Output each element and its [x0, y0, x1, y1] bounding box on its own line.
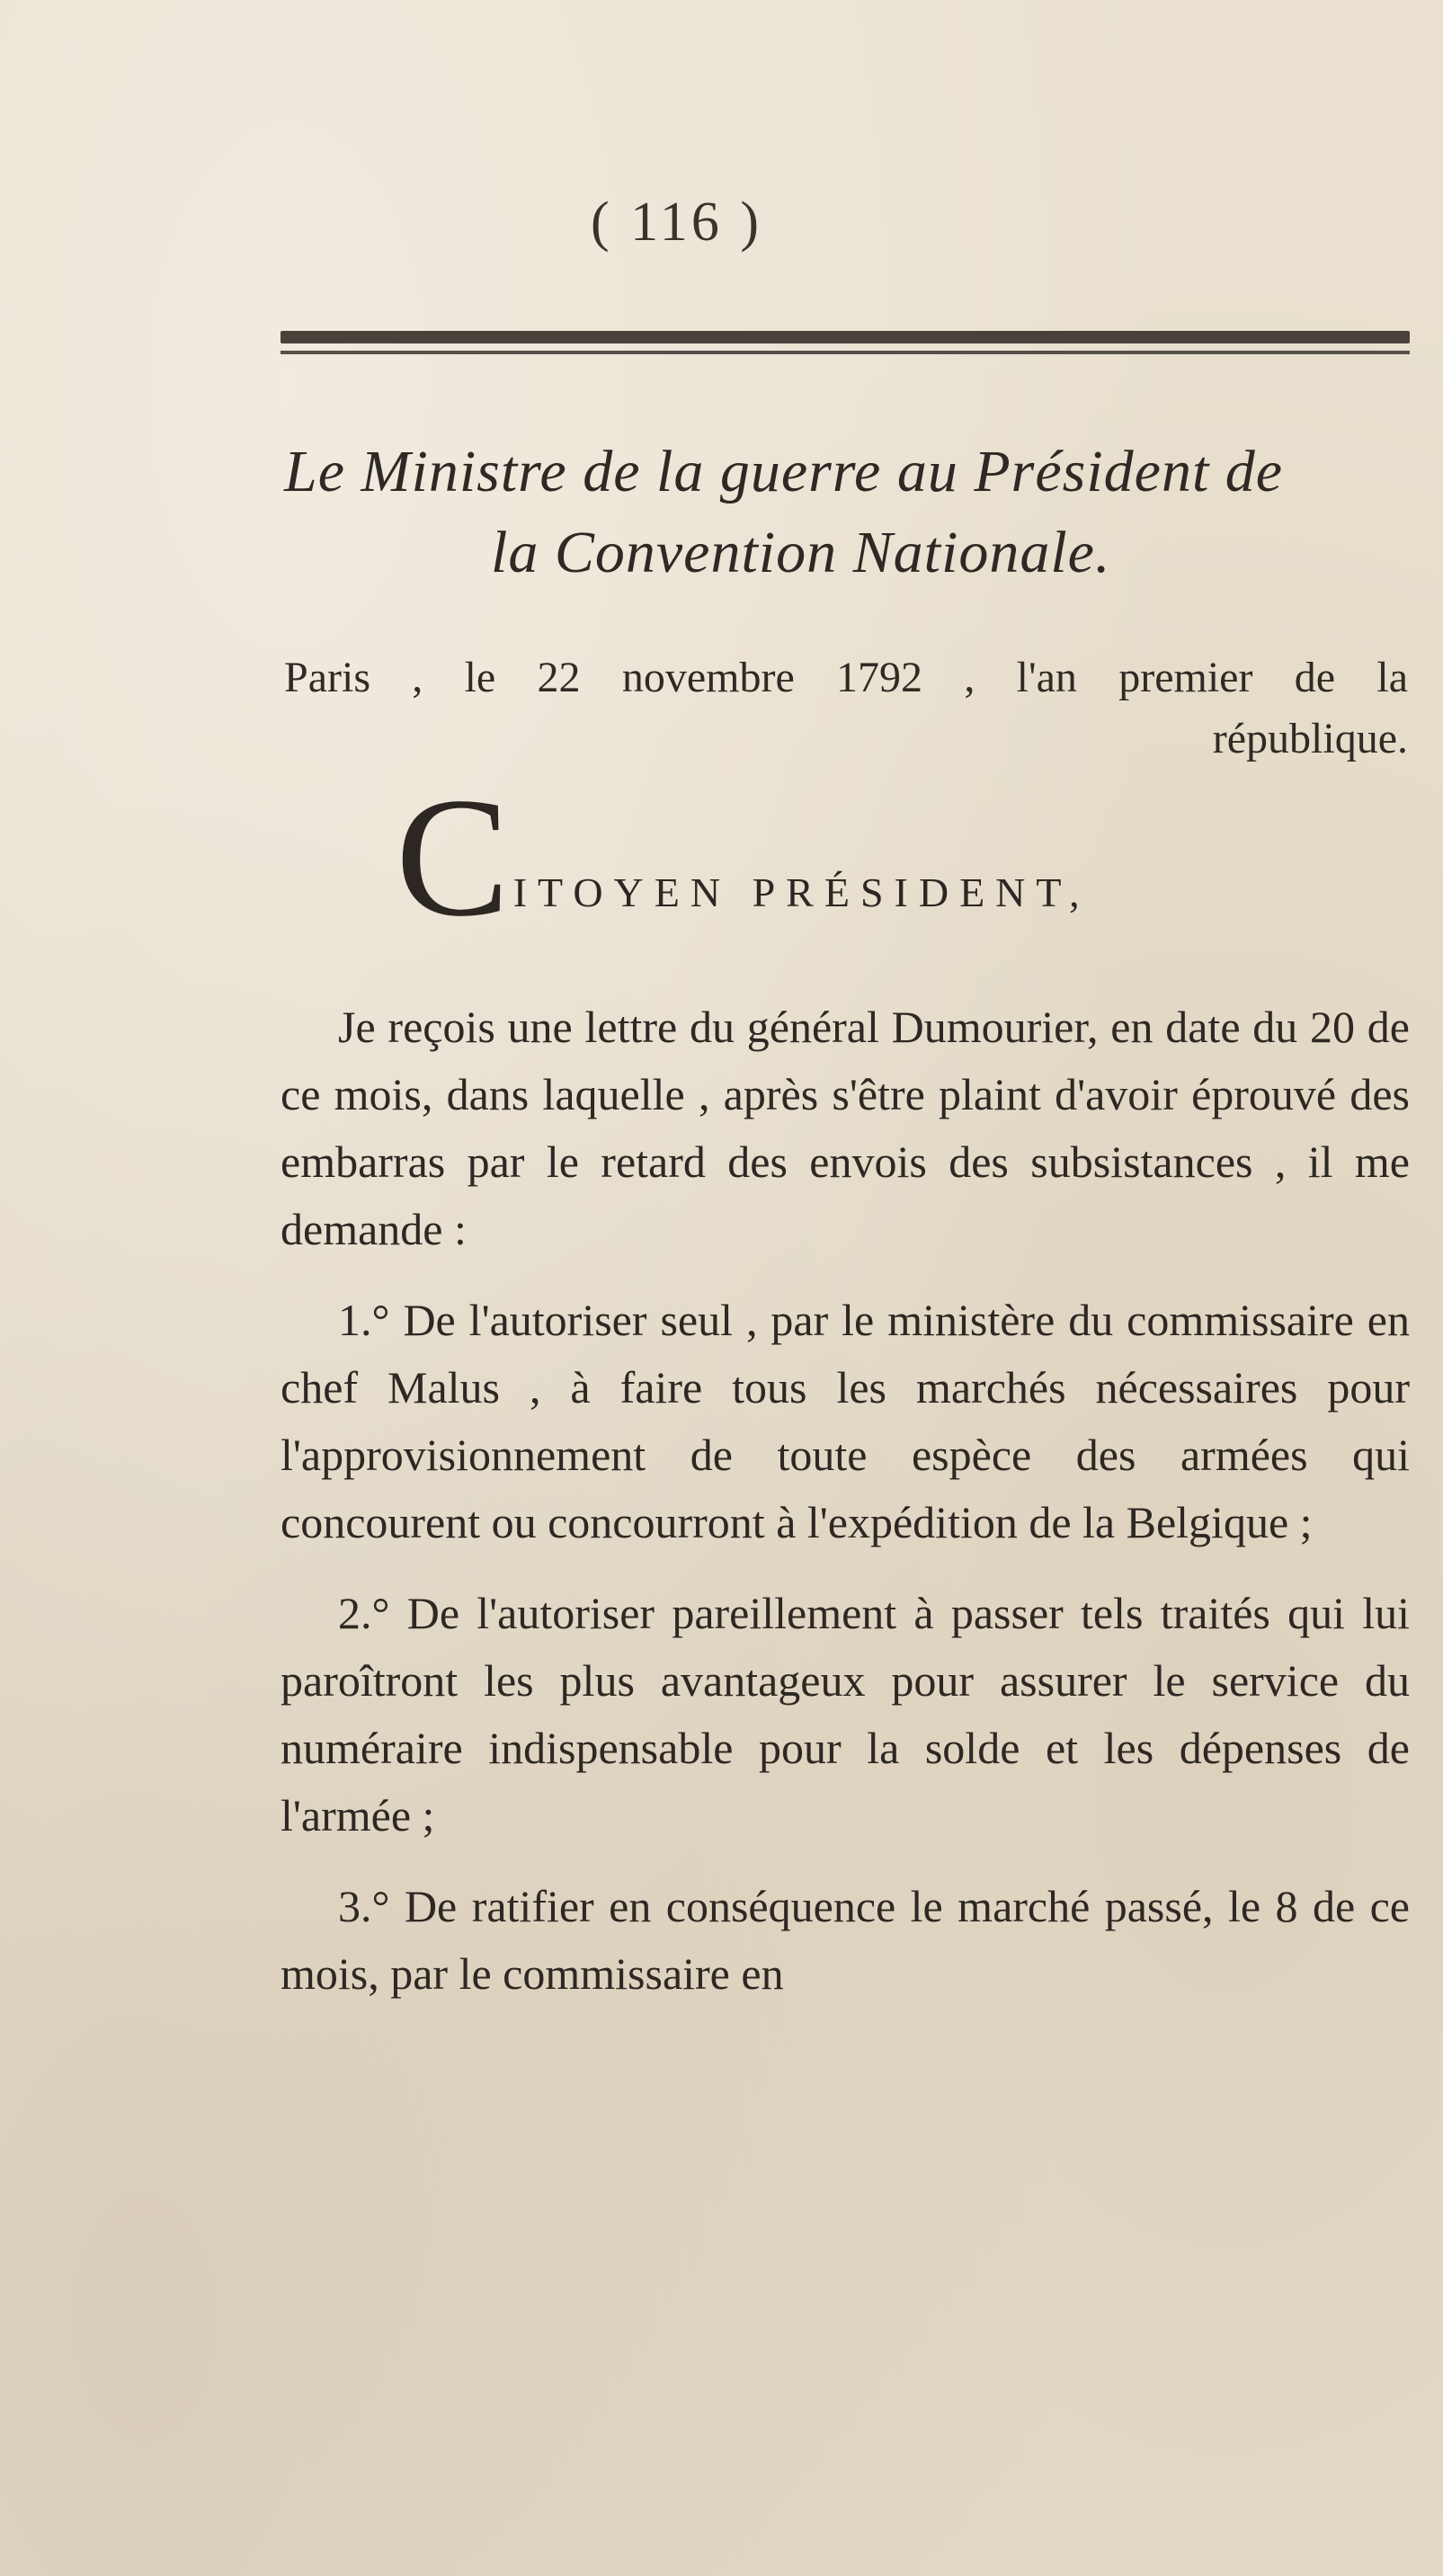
dateline-line-1: Paris , le 22 novembre 1792 , l'an premier de la: [284, 654, 1408, 701]
dateline: [284, 647, 1408, 770]
letter-title: [284, 432, 1417, 593]
header-rule-thick: [281, 331, 1410, 343]
page-number: ( 116 ): [591, 192, 762, 253]
paragraph-item-1: 1.° De l'autoriser seul , par le ministère du commissaire en chef Malus , à faire tous les marchés nécessaires pour l'approvisionnement de toute espèce des armées qui concourent ou concourront à l'expédition de la Belgique ;: [281, 1295, 1410, 1547]
header-rule-thin: [281, 351, 1410, 354]
paragraph-intro: Je reçois une lettre du général Dumourier, en date du 20 de ce mois, dans laquelle , après s'être plaint d'avoir éprouvé des embarras par le retard des envois des subsistances , il me demande :: [281, 1002, 1410, 1254]
paragraph-item-2: 2.° De l'autoriser pareillement à passer tels traités qui lui paroîtront les plus avantageux pour assurer le service du numéraire indispensable pour la solde et les dépenses de l'armée ;: [281, 1588, 1410, 1841]
salutation: [396, 763, 1412, 952]
salutation-text: ITOYEN PRÉSIDENT,: [512, 869, 1091, 915]
drop-cap: C: [396, 763, 510, 952]
letter-body: [281, 994, 1410, 2031]
letter-title-line-2: la Convention Nationale.: [491, 520, 1111, 585]
letter-title-line-1: Le Ministre de la guerre au Président de: [284, 439, 1284, 504]
paragraph-item-3: 3.° De ratifier en conséquence le marché passé, le 8 de ce mois, par le commissaire en: [281, 1881, 1410, 1999]
dateline-line-2: république.: [1212, 715, 1408, 762]
